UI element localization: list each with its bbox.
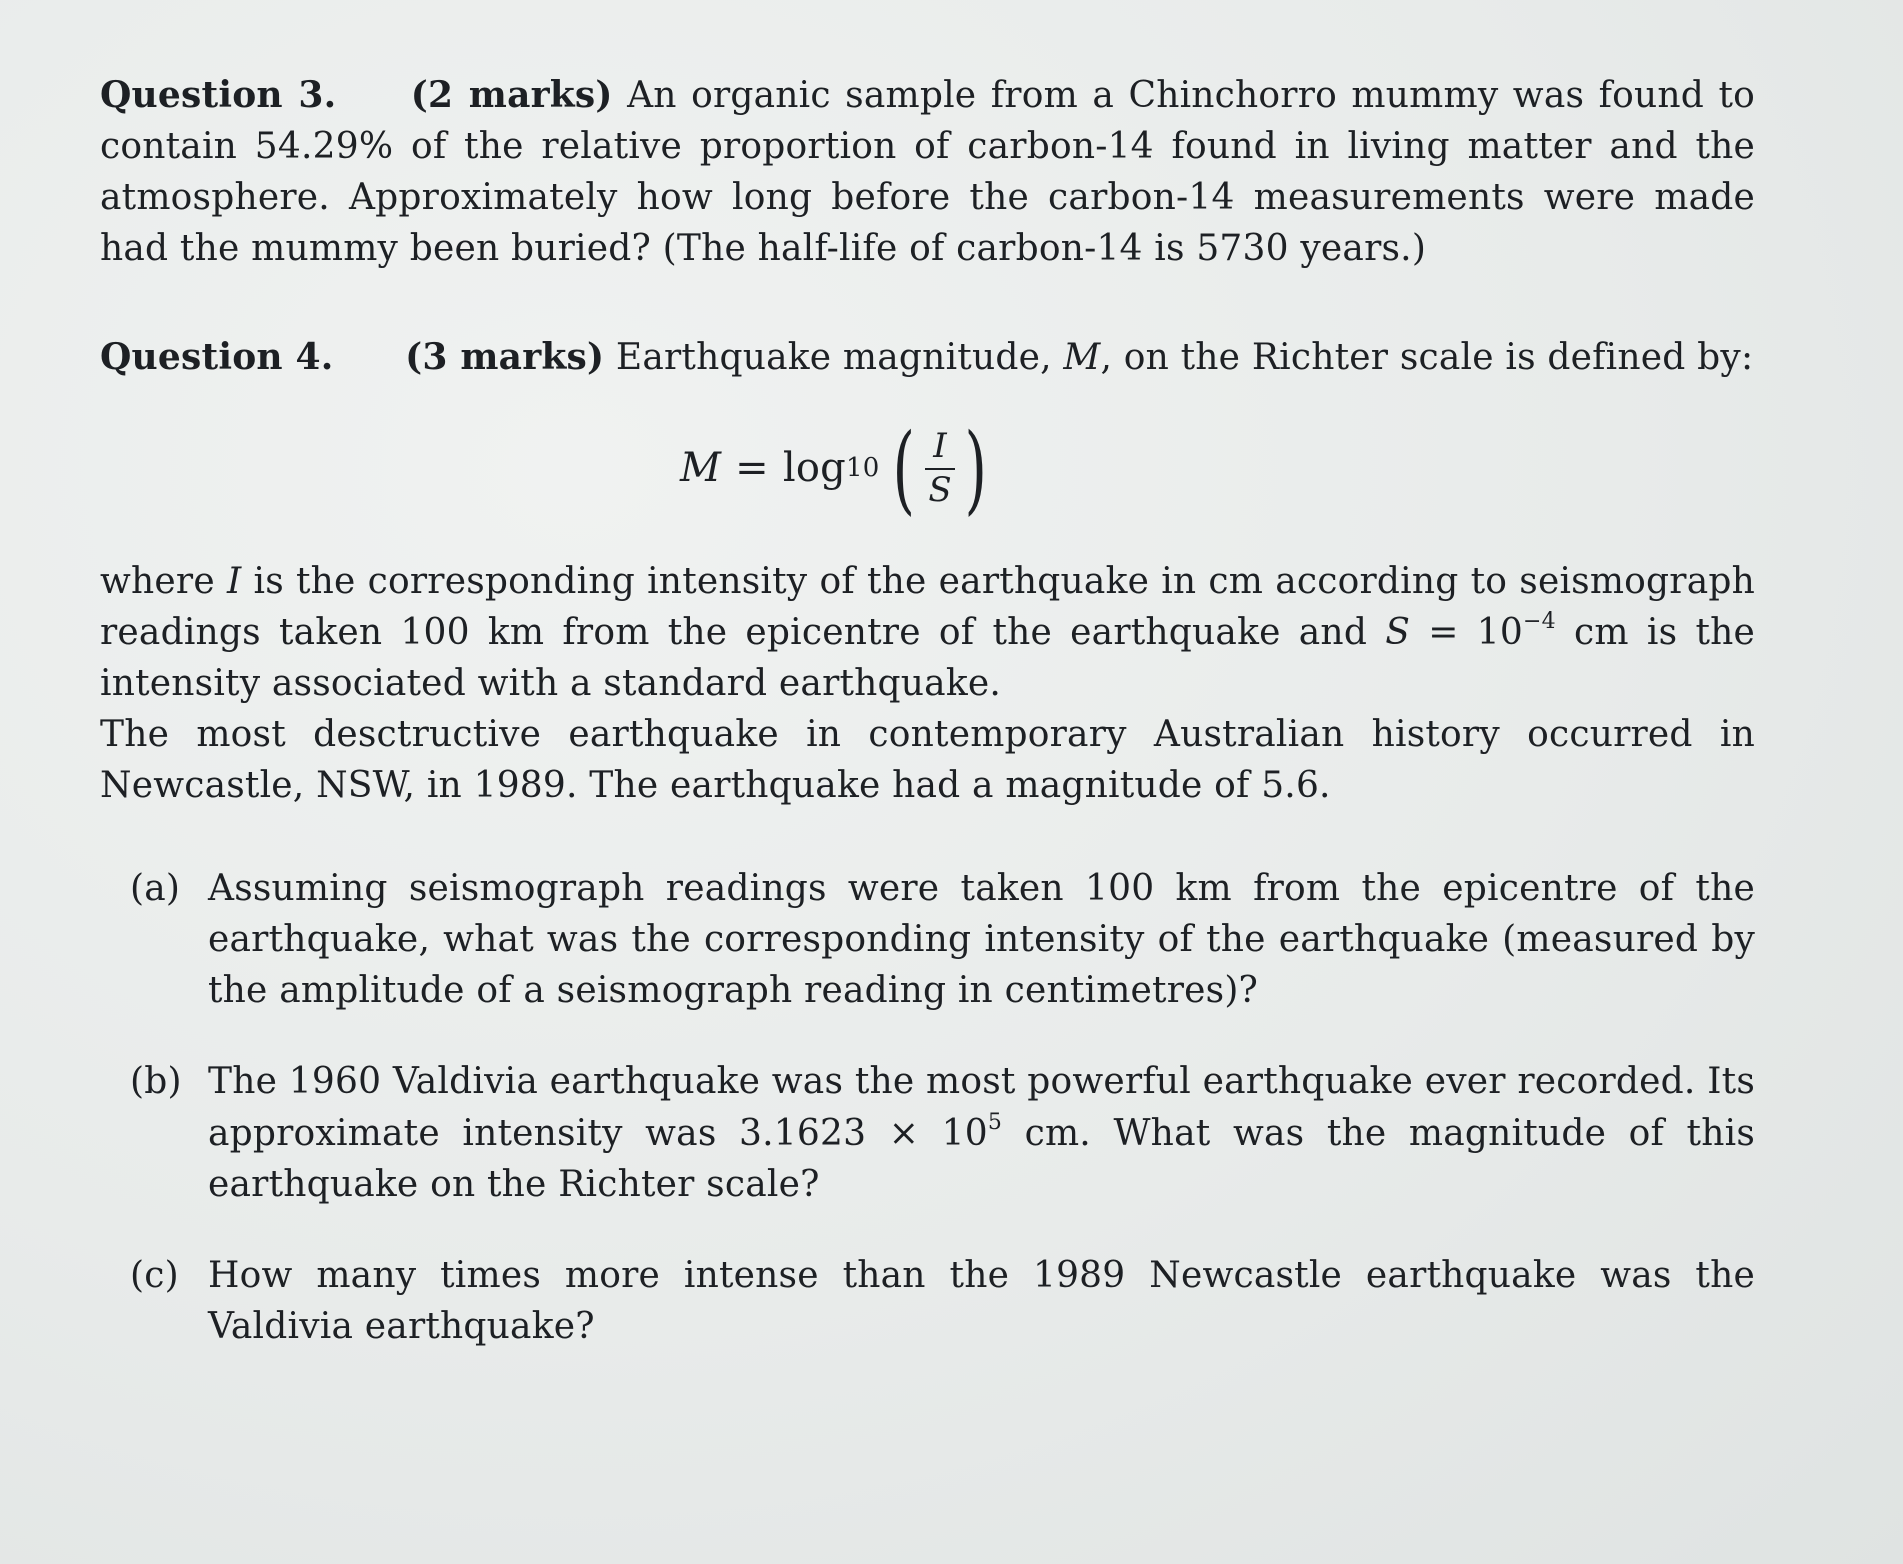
part-b-text bbox=[208, 1056, 1755, 1209]
formula-equals: = bbox=[735, 445, 769, 492]
part-a-label: (a) bbox=[130, 868, 181, 910]
where-var-i: I bbox=[226, 560, 242, 602]
formula-close-paren: ) bbox=[964, 412, 988, 525]
part-a bbox=[130, 863, 1755, 1016]
where-start: where bbox=[100, 560, 227, 602]
part-c bbox=[130, 1250, 1755, 1352]
part-a-text: Assuming seismograph readings were taken 100 km from the epicentre of the earthquake, what was the corresponding intensity of the earthquake (measured by the amplitude of a seismograph reading in centimetres)? bbox=[208, 868, 1755, 1012]
question-4-intro-end: , on the Richter scale is defined by: bbox=[1100, 337, 1754, 379]
question-4-label: Question 4. bbox=[100, 336, 334, 379]
where-exponent: −4 bbox=[1523, 608, 1556, 634]
part-c-text: How many times more intense than the 1989 Newcastle earthquake was the Valdivia earthquake? bbox=[208, 1254, 1755, 1347]
where-var-s: S bbox=[1385, 611, 1411, 653]
question-3 bbox=[100, 70, 1755, 274]
question-4 bbox=[100, 332, 1755, 383]
formula-log: log bbox=[782, 445, 846, 492]
document-page bbox=[100, 70, 1755, 1392]
formula-lhs: M bbox=[680, 445, 722, 492]
where-paragraph bbox=[100, 556, 1755, 709]
formula-numerator: I bbox=[933, 425, 947, 466]
question-3-text: An organic sample from a Chinchorro mummy was found to contain 54.29% of the relative proportion of carbon-14 found in living matter and the atmosphere. Approximately how long before the carbon-14 measurements were made had the mummy been buried? (The half-life of carbon-14 is 5730 years.) bbox=[100, 75, 1755, 270]
question-3-marks: (2 marks) bbox=[410, 74, 613, 116]
part-c-label: (c) bbox=[130, 1254, 179, 1296]
question-4-parts bbox=[100, 863, 1755, 1352]
where-end: cm is the intensity associated with a standard earthquake. bbox=[100, 611, 1755, 704]
formula-denominator: S bbox=[928, 469, 952, 510]
question-4-intro-start: Earthquake magnitude, bbox=[615, 337, 1064, 379]
formula-open-paren: ( bbox=[893, 412, 916, 525]
part-b-text-end: cm. What was the magnitude of this earthquake on the Richter scale? bbox=[208, 1112, 1755, 1205]
part-b bbox=[130, 1056, 1755, 1209]
where-eq: = 10 bbox=[1410, 611, 1524, 653]
part-b-text-start: The 1960 Valdivia earthquake was the most powerful earthquake ever recorded. Its approximate intensity was 3.1623 × 10 bbox=[208, 1061, 1755, 1154]
part-b-label: (b) bbox=[130, 1061, 182, 1103]
richter-formula bbox=[100, 414, 1755, 524]
formula-log-base: 10 bbox=[845, 453, 880, 484]
where-mid: is the corresponding intensity of the earthquake in cm according to seismograph readings taken 100 km from the epicentre of the earthquake and bbox=[100, 560, 1755, 653]
newcastle-paragraph: The most desctructive earthquake in contemporary Australian history occurred in Newcastle, NSW, in 1989. The earthquake had a magnitude of 5.6. bbox=[100, 713, 1755, 806]
formula-fraction bbox=[925, 425, 955, 510]
part-b-exponent: 5 bbox=[987, 1109, 1003, 1135]
question-4-intro-var: M bbox=[1063, 337, 1101, 379]
question-3-label: Question 3. bbox=[100, 74, 337, 116]
question-4-marks: (3 marks) bbox=[405, 336, 605, 379]
